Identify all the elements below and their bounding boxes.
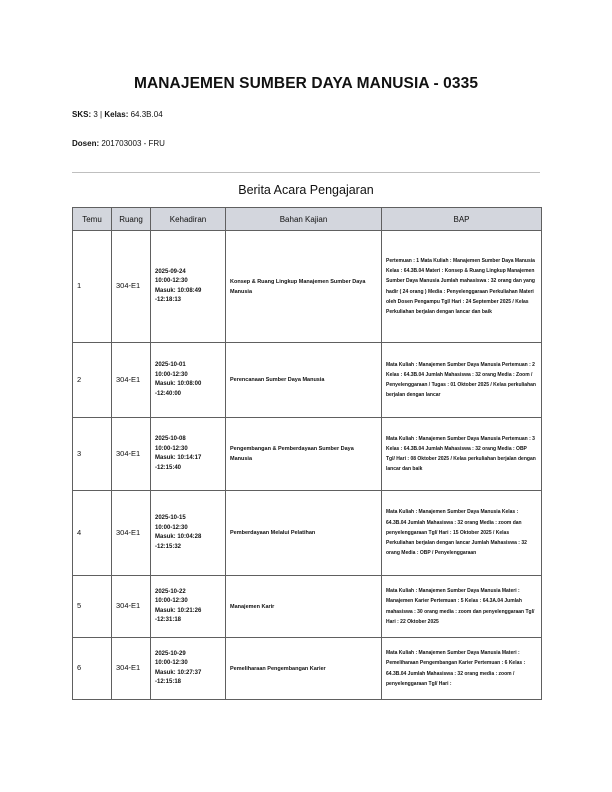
bahan-kajian-cell: Konsep & Ruang Lingkup Manajemen Sumber Daya Manusia: [226, 231, 382, 343]
attendance-time: 10:00-12:30: [155, 278, 188, 284]
attendance-checkin: Masuk: 10:08:49: [155, 287, 202, 294]
attendance-time: 10:00-12:30: [155, 524, 188, 531]
attendance-checkout: -12:31:18: [155, 617, 182, 623]
column-header-bap: BAP: [382, 208, 542, 231]
kehadiran-cell: [151, 231, 226, 343]
ruang-cell: 304-E1: [112, 343, 151, 418]
attendance-checkout: -12:15:18: [155, 679, 182, 685]
attendance-date: 2025-10-08: [155, 436, 186, 442]
temu-cell: 5: [73, 576, 112, 638]
temu-cell: 6: [73, 638, 112, 700]
bahan-kajian-cell: Manajemen Karir: [226, 576, 382, 638]
attendance-checkin: Masuk: 10:04:28: [155, 534, 202, 540]
kehadiran-cell: [151, 418, 226, 491]
temu-cell: 2: [73, 343, 112, 418]
kehadiran-cell: [151, 576, 226, 638]
column-header-bahan-kajian: Bahan Kajian: [226, 208, 382, 231]
attendance-date: 2025-10-01: [155, 362, 186, 368]
attendance-checkout: -12:40:00: [155, 390, 182, 397]
kehadiran-cell: [151, 491, 226, 576]
ruang-cell: 304-E1: [112, 231, 151, 343]
kelas-label: Kelas:: [104, 110, 129, 119]
table-row: [73, 418, 542, 491]
attendance-time: 10:00-12:30: [155, 371, 188, 378]
table-header-row: [73, 208, 542, 231]
bahan-kajian-cell: Perencanaan Sumber Daya Manusia: [226, 343, 382, 418]
ruang-cell: 304-E1: [112, 576, 151, 638]
attendance-time: 10:00-12:30: [155, 660, 188, 666]
temu-cell: 1: [73, 231, 112, 343]
table-row: [73, 231, 542, 343]
bap-cell: Mata Kuliah : Manajemen Sumber Daya Manusia Materi : Pemeliharaan Pengembangan Karier Pertemuan : 6 Kelas : 64.3B.04 Jumlah Mahasiswa : 32 orang media : zoom / penyelenggaraan Tgl/ Hari :: [382, 638, 542, 700]
attendance-time: 10:00-12:30: [155, 445, 188, 452]
attendance-date: 2025-10-29: [155, 650, 186, 657]
table-row: [73, 576, 542, 638]
attendance-checkout: -12:18:13: [155, 297, 182, 303]
kehadiran-cell: [151, 343, 226, 418]
course-meta: [72, 110, 163, 119]
bap-cell: Mata Kuliah : Manajemen Sumber Daya Manusia Materi : Manajemen Karier Pertemuan : 5 Kelas : 64.3A.04 Jumlah mahasiswa : 30 orang media : zoom dan penyelenggaraan Tgl/ Hari : 22 Oktober 2025: [382, 576, 542, 638]
column-header-ruang: Ruang: [112, 208, 151, 231]
bahan-kajian-cell: Pemeliharaan Pengembangan Karier: [226, 638, 382, 700]
attendance-checkin: Masuk: 10:08:00: [155, 381, 202, 387]
lecturer-meta: [72, 139, 165, 148]
kehadiran-cell: [151, 638, 226, 700]
table-row: [73, 343, 542, 418]
teaching-report-table: [72, 207, 542, 700]
attendance-checkin: Masuk: 10:14:17: [155, 455, 202, 461]
kelas-value: 64.3B.04: [130, 110, 163, 119]
temu-cell: 4: [73, 491, 112, 576]
column-header-temu: Temu: [73, 208, 112, 231]
table-row: [73, 638, 542, 700]
section-title: Berita Acara Pengajaran: [238, 183, 374, 197]
sks-value: 3: [93, 110, 98, 119]
dosen-value: 201703003 - FRU: [101, 139, 165, 148]
bap-cell: Mata Kuliah : Manajemen Sumber Daya Manusia Pertemuan : 3 Kelas : 64.3B.04 Jumlah Mahasiswa : 32 orang Media : OBP Tgl/ Hari : 08 Oktober 2025 / Kelas perkuliahan berjalan dengan lancar dan baik: [382, 418, 542, 491]
table-row: [73, 491, 542, 576]
temu-cell: 3: [73, 418, 112, 491]
attendance-time: 10:00-12:30: [155, 598, 188, 604]
attendance-checkout: -12:15:40: [155, 464, 182, 471]
bap-cell: Pertemuan : 1 Mata Kuliah : Manajemen Sumber Daya Manusia Kelas : 64.3B.04 Materi : Konsep & Ruang Lingkup Manajemen Sumber Daya Manusia Jumlah mahasiswa : 32 orang dan yang hadir ( 24 orang ) Media : Penyelenggaraan Perkuliahan Materi oleh Dosen Pengampu Tgl/ Hari : 24 September 2025 / Kelas Perkuliahan berjalan dengan lancar dan baik: [382, 231, 542, 343]
bahan-kajian-cell: Pemberdayaan Melalui Pelatihan: [226, 491, 382, 576]
ruang-cell: 304-E1: [112, 418, 151, 491]
attendance-date: 2025-10-22: [155, 588, 186, 595]
divider: [72, 172, 540, 173]
bahan-kajian-cell: Pengembangan & Pemberdayaan Sumber Daya Manusia: [226, 418, 382, 491]
column-header-kehadiran: Kehadiran: [151, 208, 226, 231]
attendance-date: 2025-10-15: [155, 515, 186, 521]
attendance-checkout: -12:15:32: [155, 543, 182, 550]
attendance-date: 2025-09-24: [155, 268, 186, 275]
page-title: MANAJEMEN SUMBER DAYA MANUSIA - 0335: [133, 75, 479, 92]
attendance-checkin: Masuk: 10:27:37: [155, 669, 202, 676]
ruang-cell: 304-E1: [112, 491, 151, 576]
meta-separator: |: [100, 110, 103, 119]
ruang-cell: 304-E1: [112, 638, 151, 700]
bap-cell: Mata Kuliah : Manajemen Sumber Daya Manusia Kelas : 64.3B.04 Jumlah Mahasiswa : 32 orang Media : zoom dan penyelenggaraan Tgl/ Hari : 15 Oktober 2025 / Kelas Perkuliahan berjalan dengan lancar Jumlah Mahasiswa : 32 orang Media : OBP / Penyelenggaraan: [382, 491, 542, 576]
bap-cell: Mata Kuliah : Manajemen Sumber Daya Manusia Pertemuan : 2 Kelas : 64.3B.04 Jumlah Mahasiswa : 32 orang Media : Zoom / Penyelenggaraan / Tugas : 01 Oktober 2025 / Kelas perkuliahan berjalan dengan lancar: [382, 343, 542, 418]
attendance-checkin: Masuk: 10:21:26: [155, 607, 202, 614]
dosen-label: Dosen:: [72, 139, 100, 148]
sks-label: SKS:: [72, 110, 92, 119]
